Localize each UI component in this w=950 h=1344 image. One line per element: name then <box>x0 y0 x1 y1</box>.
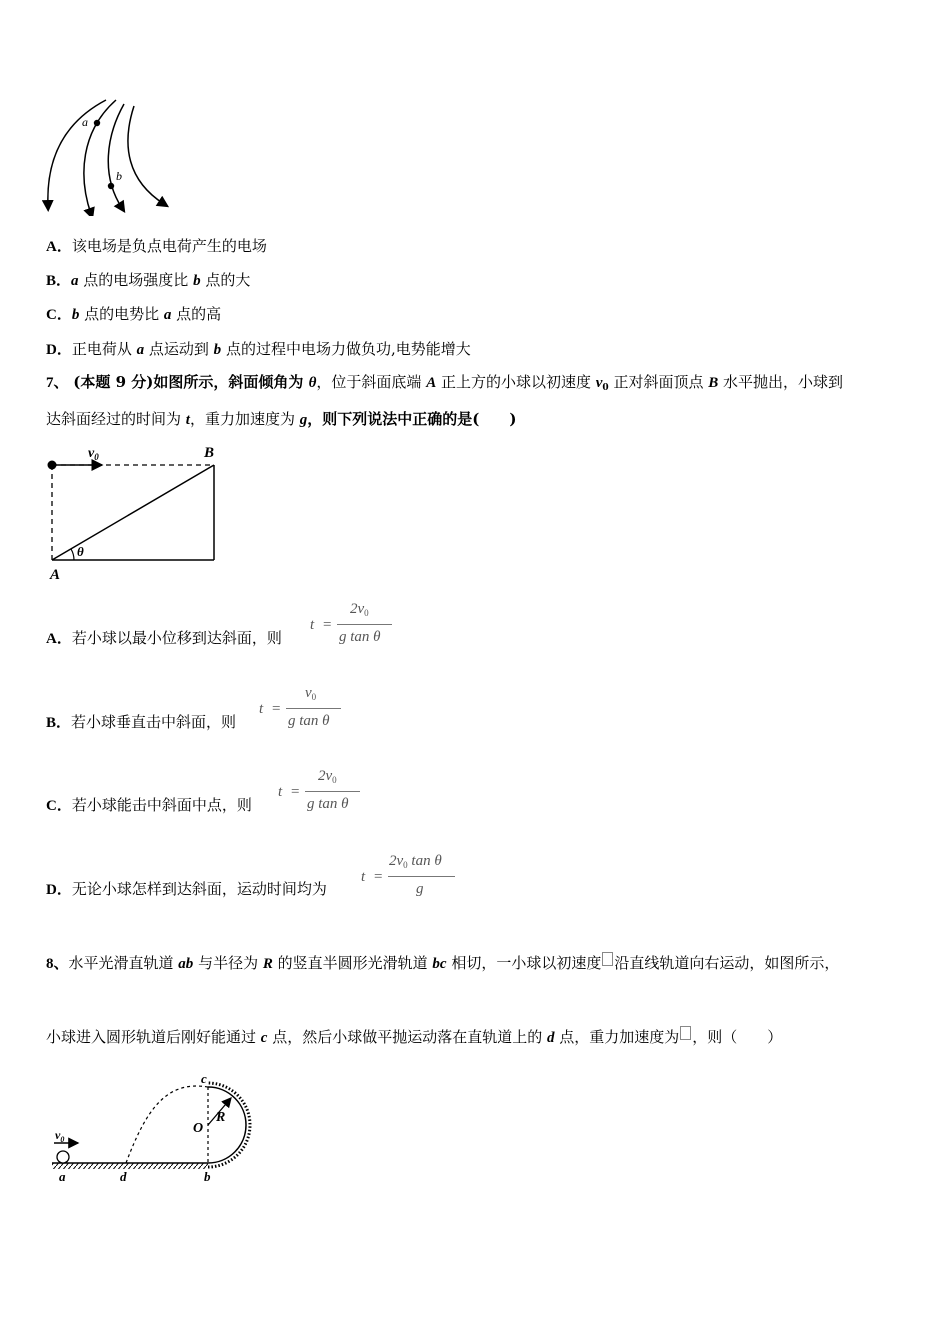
formula-c: t = $2v_0$ g tan θ <box>278 767 368 817</box>
label-v0: $v_0$ <box>88 446 99 462</box>
formula-a: t = $2v_0$ g tan θ <box>310 600 400 650</box>
label-d: d <box>120 1169 127 1184</box>
label-c: c <box>201 1071 207 1086</box>
field-lines-figure <box>36 96 176 216</box>
label-A: A <box>50 567 61 583</box>
field-line <box>128 106 164 204</box>
label-a: a <box>59 1169 66 1184</box>
label-R: R <box>216 1110 226 1125</box>
formula-d: t = $2v_0$ tan θ g <box>361 852 461 902</box>
semicircle-track-figure <box>46 1070 266 1186</box>
semicircle-hatch <box>208 1083 250 1167</box>
q7-stem-line1: 7、 (本题 9 分)如图所示，斜面倾角为 θ，位于斜面底端 A 正上方的小球以初速度 $v_0$ 正对斜面顶点 B 水平抛出，小球到 <box>46 373 844 393</box>
q6-option-b: B．a 点的电场强度比 b 点的大 <box>46 271 251 289</box>
placeholder-symbol-icon <box>680 1026 691 1040</box>
incline-figure <box>40 440 230 584</box>
q7-option-d: D．无论小球怎样到达斜面，运动时间均为 <box>46 880 327 898</box>
q6-option-c: C．b 点的电势比 a 点的高 <box>46 305 222 323</box>
ground-hatch <box>52 1163 208 1169</box>
q7-option-a: A．若小球以最小位移到达斜面，则 <box>46 629 282 647</box>
label-O: O <box>193 1121 204 1136</box>
label-theta: θ <box>77 544 84 559</box>
q8-stem-line2: 小球进入圆形轨道后刚好能通过 c 点，然后小球做平抛运动落在直轨道上的 d 点，重力加速度为 ，则（ ） <box>46 1028 783 1046</box>
label-a: a <box>82 115 88 129</box>
ball <box>57 1151 69 1163</box>
point-a <box>94 120 100 126</box>
angle-arc <box>71 549 74 560</box>
label-v0: $v_0$ <box>55 1128 65 1144</box>
field-line <box>48 100 106 206</box>
q7-option-c: C．若小球能击中斜面中点，则 <box>46 796 252 814</box>
field-line <box>84 100 116 214</box>
q6-option-a: A．该电场是负点电荷产生的电场 <box>46 237 267 255</box>
q7-stem-line2: 达斜面经过的时间为 t，重力加速度为 g，则下列说法中正确的是( ) <box>46 410 517 428</box>
placeholder-symbol-icon <box>602 952 613 966</box>
label-b: b <box>116 169 122 183</box>
label-B: B <box>204 445 215 461</box>
field-line <box>108 104 124 208</box>
label-b: b <box>204 1169 211 1184</box>
q7-option-b: B．若小球垂直击中斜面，则 <box>46 713 237 731</box>
formula-b: t = $v_0$ g tan θ <box>259 684 349 734</box>
ball <box>48 461 57 470</box>
q6-option-d: D．正电荷从 a 点运动到 b 点的过程中电场力做负功,电势能增大 <box>46 340 471 358</box>
q8-stem-line1: 8、水平光滑直轨道 ab 与半径为 R 的竖直半圆形光滑轨道 bc 相切，一小球以初速度 沿直线轨道向右运动，如图所示， <box>46 954 840 972</box>
point-b <box>108 183 114 189</box>
